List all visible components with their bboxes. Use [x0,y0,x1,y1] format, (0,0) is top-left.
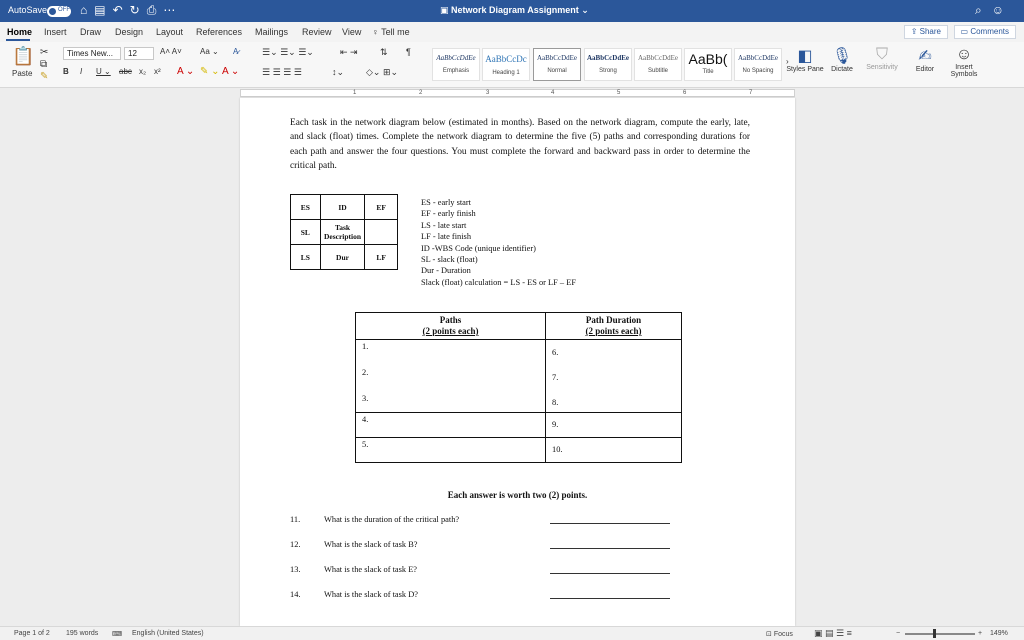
comment-icon: ▭ [960,27,969,36]
clear-format-icon[interactable]: A̷ [233,47,239,56]
font-size-select[interactable]: 12 [124,47,154,60]
duration-number: 7. [552,373,559,382]
ruler-number: 2 [419,90,423,96]
undo-icon[interactable]: ↶ [112,3,130,17]
format-painter-icon[interactable]: ✎ [40,71,49,82]
ruler-strip[interactable] [240,89,795,97]
underline-button[interactable]: U ⌄ [96,67,111,76]
status-bar [0,626,1024,640]
answer-blank[interactable] [550,523,670,524]
ribbon-home [0,42,1024,88]
style-name: Normal [547,68,567,74]
style-subtitle[interactable] [634,48,682,81]
bullets-icon[interactable]: ☰⌄ ☰⌄ ☰⌄ [262,47,314,57]
key-es: ES [291,195,321,220]
style-emphasis[interactable] [432,48,480,81]
ruler-number: 4 [551,90,555,96]
question-number: 11. [290,515,301,524]
style-sample: AaBbCcDdEe [637,54,679,62]
question-number: 12. [290,540,301,549]
question-number: 13. [290,565,301,574]
style-sample: AaBb( [688,51,728,67]
ruler-number: 3 [486,90,490,96]
styles-pane-label: Styles Pane [786,66,824,73]
focus-label: Focus [773,631,793,638]
key-lf: LF [365,245,398,270]
autosave-toggle[interactable] [47,6,71,17]
subscript-button[interactable]: x₂ [139,67,147,76]
tab-view[interactable]: View [342,27,362,37]
document-page[interactable] [240,98,795,626]
sort-icon[interactable]: ⇅ [380,47,388,57]
text-effects-icon[interactable]: A ⌄ [177,66,195,77]
styles-pane-icon: ◧ [797,48,813,65]
node-key-table [290,194,398,270]
style-name: Strong [599,68,617,74]
more-icon[interactable]: ⋯ [163,3,183,17]
style-normal[interactable] [533,48,581,81]
print-icon[interactable]: ⎙ [146,3,164,17]
style-heading-1[interactable] [482,48,530,81]
style-name: Subtitle [647,68,668,74]
paths-header-title: Paths [439,315,462,325]
points-note: Each answer is worth two (2) points. [447,490,588,500]
key-sl: SL [291,220,321,245]
sensitivity-button[interactable] [862,46,902,71]
key-empty [365,220,398,245]
ruler-number: 5 [617,90,621,96]
zoom-slider-thumb[interactable] [933,629,936,638]
word-count[interactable]: 195 words [66,630,99,637]
tab-references[interactable]: References [196,27,243,37]
align-icons[interactable]: ☰ ☰ ☰ ☰ [262,67,302,77]
line-spacing-icon[interactable]: ↕⌄ [332,67,345,77]
duration-cell[interactable] [546,340,682,413]
active-tab-indicator [6,39,30,41]
home-icon[interactable]: ⌂ [80,3,95,17]
bold-button[interactable]: B [63,67,69,76]
style-no-spacing[interactable] [734,48,782,81]
save-icon[interactable]: ▤ [94,3,113,17]
path-number: 4. [362,415,369,424]
cut-icon[interactable]: ✂ [40,47,49,58]
highlight-icon[interactable]: ✎ ⌄ [200,66,220,77]
ribbon-tabs [0,22,1024,42]
dictate-button[interactable] [822,46,862,73]
zoom-in-icon[interactable]: + [978,630,983,637]
style-name: Heading 1 [492,70,520,76]
legend-line: ID -WBS Code (unique identifier) [421,243,536,253]
ruler-number: 1 [353,90,357,96]
font-name-select[interactable]: Times New... [63,47,121,60]
search-icon[interactable]: ⌕ [975,3,992,17]
question-number: 14. [290,590,301,599]
style-strong[interactable] [584,48,632,81]
question-text: What is the slack of task E? [324,565,418,574]
key-task-description: Task Description [320,220,365,245]
style-name: Title [702,69,714,75]
duration-number: 10. [552,445,563,454]
quick-access-toolbar [80,3,182,18]
duration-number: 8. [552,398,559,407]
tab-mailings[interactable]: Mailings [255,27,289,37]
titlebar-right-icons [975,3,1014,18]
dictate-label: Dictate [831,66,853,73]
pilcrow-icon[interactable]: ¶ [406,47,411,57]
change-case-icon[interactable]: Aa ⌄ [200,47,219,56]
key-ls: LS [291,245,321,270]
tab-layout[interactable]: Layout [156,27,184,37]
editor-label: Editor [915,66,935,73]
key-ef: EF [365,195,398,220]
toggle-knob [49,8,56,15]
duration-number: 9. [552,420,559,429]
legend-line: Dur - Duration [421,266,471,276]
autosave-label: AutoSave [8,5,48,15]
tell-me[interactable] [372,27,410,37]
copy-icon[interactable]: ⧉ [40,59,48,70]
styles-pane-button[interactable] [785,46,825,73]
share-label: Share [919,27,941,36]
legend-line: LS - late start [421,220,467,230]
share-button[interactable] [904,25,948,39]
ruler-number: 7 [749,90,753,96]
title-bar [0,0,1024,22]
duration-header-title: Path Duration [585,315,642,325]
shading-icon[interactable]: ◇⌄ ⊞⌄ [366,67,399,77]
legend-line: ES - early start [421,198,472,207]
superscript-button[interactable]: x² [154,67,161,76]
insert-symbols-button[interactable] [944,46,984,78]
strikethrough-button[interactable]: abc [119,67,132,76]
question-text: What is the slack of task B? [324,540,418,549]
tab-review[interactable]: Review [302,27,332,37]
duration-header-sub: (2 points each) [585,326,642,336]
question-text: What is the slack of task D? [324,590,418,599]
question-text: What is the duration of the critical path? [324,515,460,524]
comments-button[interactable] [954,25,1016,39]
editor-icon: ✍ [918,48,932,65]
tab-home[interactable]: Home [7,27,33,37]
style-name: Emphasis [442,68,470,74]
paths-cell[interactable] [356,413,546,438]
legend-line: EF - early finish [421,209,476,219]
paste-icon[interactable]: 📋 [12,46,35,66]
style-sample: AaBbCcDc [485,54,527,64]
path-number: 2. [362,368,369,377]
document-title: ▣ Network Diagram Assignment ⌄ [440,5,589,15]
style-title[interactable] [684,48,732,81]
page-count[interactable]: Page 1 of 2 [14,630,50,637]
lightbulb-icon: ♀ [372,27,379,37]
microphone-icon: 🎙 [831,48,853,65]
legend-line: LF - late finish [421,232,472,242]
insert-symbols-label: Insert Symbols [950,64,978,78]
paste-label[interactable]: Paste [12,69,33,78]
duration-cell[interactable] [546,413,682,438]
duration-header [546,313,682,340]
focus-icon: ⊡ [766,631,772,638]
editor-button[interactable] [905,46,945,73]
account-icon[interactable]: ☺ [991,3,1014,17]
document-title-text: Network Diagram Assignment [451,5,579,15]
autosave-state: OFF [58,7,70,13]
horizontal-ruler [0,88,1024,98]
answer-blank[interactable] [550,573,670,574]
language[interactable]: English (United States) [132,630,204,637]
path-number: 1. [362,342,369,351]
paths-cell[interactable] [356,438,546,463]
answer-blank[interactable] [550,548,670,549]
focus-button[interactable] [766,630,793,638]
path-number: 3. [362,394,369,403]
paths-cell[interactable] [356,340,546,413]
grow-font-icon[interactable]: A˄ A˅ [160,47,182,56]
view-mode-icons[interactable]: ▣ ▤ ☰ ≡ [814,628,852,638]
style-sample: AaBbCcDdEe [436,54,476,62]
sensitivity-icon: ⛉ [875,46,888,63]
styles-more-icon[interactable]: › [786,57,789,66]
style-sample: AaBbCcDdEe [586,54,629,62]
indent-icon[interactable]: ⇤ ⇥ [340,47,358,57]
zoom-out-icon[interactable]: − [896,630,901,637]
key-dur: Dur [320,245,365,270]
sensitivity-label: Sensitivity [866,64,898,71]
tab-insert[interactable]: Insert [44,27,67,37]
tab-draw[interactable]: Draw [80,27,102,37]
vertical-ruler [0,98,10,626]
duration-cell[interactable] [546,438,682,463]
font-color-icon[interactable]: A ⌄ [222,66,240,77]
legend-line: Slack (float) calculation = LS - ES or LF – EF [421,277,576,287]
share-icon: ⇪ [910,27,918,36]
proofing-icon[interactable]: ⌨ [112,631,123,638]
style-sample: AaBbCcDdEe [536,54,578,62]
zoom-slider[interactable] [905,633,975,635]
duration-number: 6. [552,348,559,357]
style-sample: AaBbCcDdEe [737,54,779,62]
paths-header [356,313,546,340]
comments-label: Comments [970,27,1009,36]
path-number: 5. [362,440,369,449]
paths-header-sub: (2 points each) [422,326,479,336]
zoom-level[interactable]: 149% [990,630,1008,637]
ruler-number: 6 [683,90,687,96]
tell-me-label: Tell me [381,27,410,37]
paths-table [355,312,682,463]
legend [421,197,576,288]
intro-paragraph: Each task in the network diagram below (estimated in months). Based on the network diagram, compute the early, late, and slack (float) times. Complete the network diagram to determine the five (5) paths and corresponding durations for each path and answer the four questions. You must complete the forward and backward pass in order to determine the critical path. [290,118,750,172]
redo-icon[interactable]: ↻ [129,3,147,17]
answer-blank[interactable] [550,598,670,599]
tab-design[interactable]: Design [115,27,144,37]
style-name: No Spacing [742,68,774,74]
key-id: ID [320,195,365,220]
legend-line: SL - slack (float) [421,255,478,265]
symbols-icon: ☺ [955,46,973,63]
italic-button[interactable]: I [80,67,83,76]
